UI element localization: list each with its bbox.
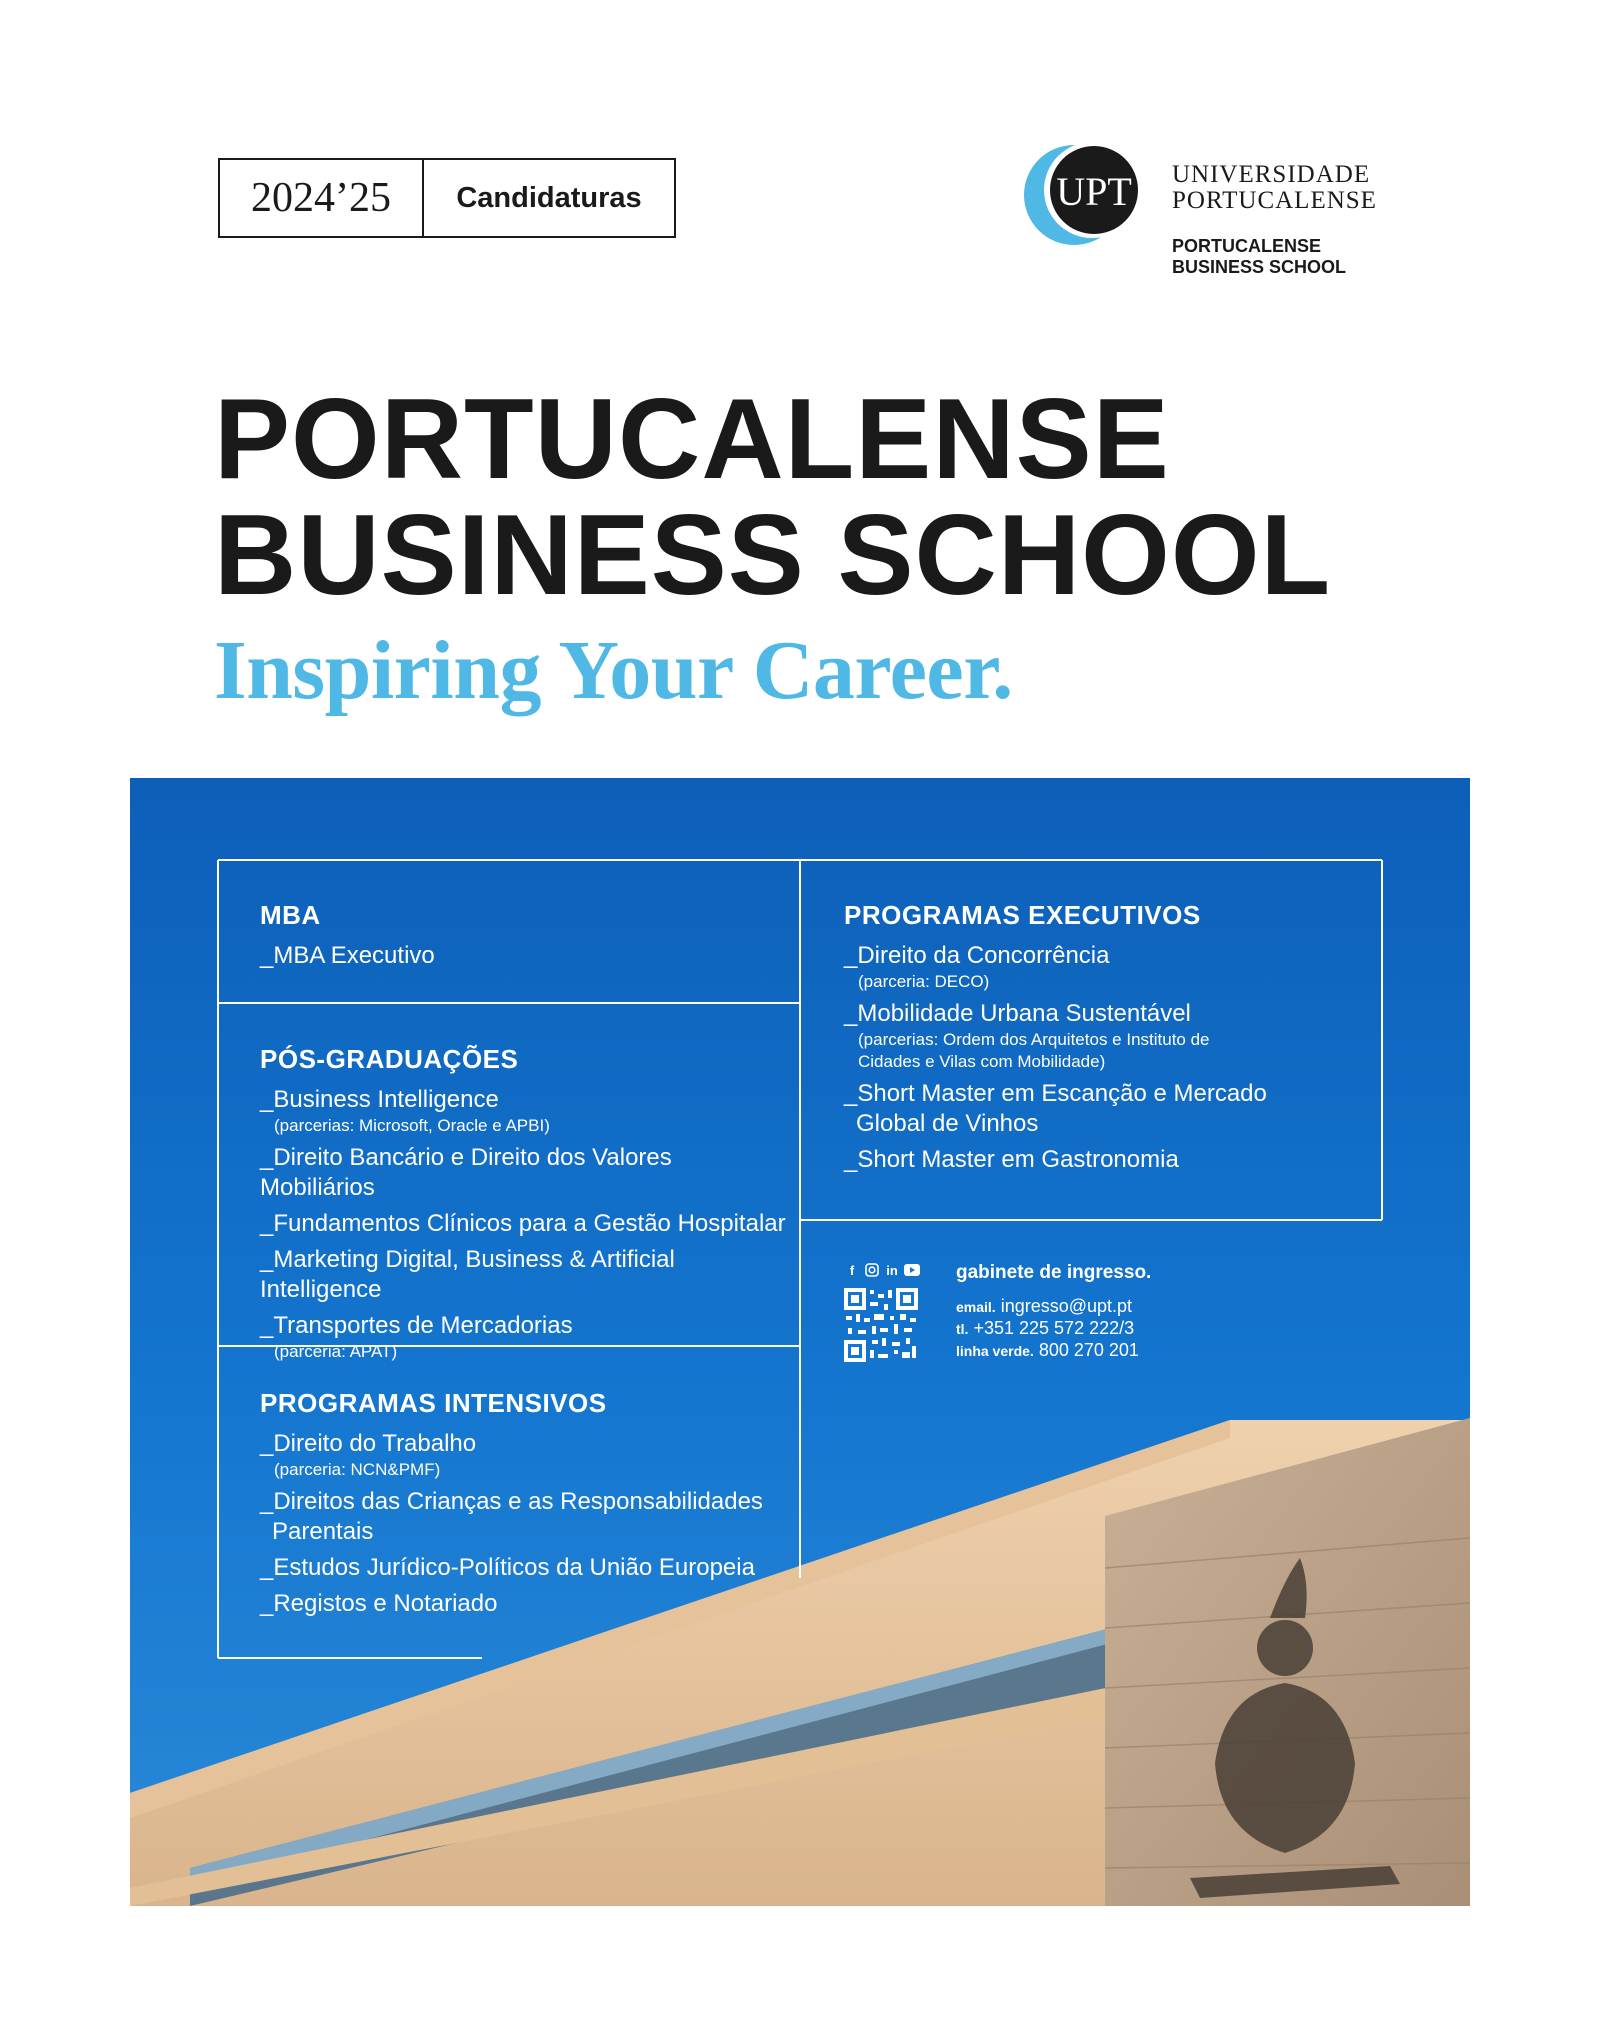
university-name-line1: UNIVERSIDADE (1172, 161, 1371, 188)
program-business-intelligence[interactable]: _Business Intelligence (260, 1086, 499, 1113)
logo-monogram: UPT (1056, 169, 1132, 214)
executivos-heading: PROGRAMAS EXECUTIVOS (844, 900, 1201, 930)
program-direitos-criancas[interactable]: _Direitos das Crianças e as Responsabilidades (260, 1488, 763, 1515)
school-name (1172, 236, 1346, 278)
program-direito-trabalho[interactable]: _Direito do Trabalho (260, 1430, 477, 1457)
school-name-line2: BUSINESS SCHOOL (1172, 257, 1347, 277)
pos-graduacoes-section (260, 1044, 790, 1369)
mba-heading: MBA (260, 900, 321, 930)
school-name-line1: PORTUCALENSE (1172, 236, 1322, 256)
instagram-icon[interactable] (864, 1262, 880, 1278)
intensivos-heading: PROGRAMAS INTENSIVOS (260, 1388, 607, 1418)
social-icons (844, 1262, 920, 1278)
program-note: (parcerias: Microsoft, Oracle e APBI) (274, 1116, 550, 1135)
program-short-master-escancao-cont: Global de Vinhos (856, 1110, 1039, 1137)
youtube-icon[interactable] (904, 1262, 920, 1278)
qr-code-icon[interactable] (844, 1288, 918, 1362)
programs-panel (130, 778, 1470, 1906)
programas-executivos-section (844, 900, 1364, 1175)
university-name-line2: PORTUCALENSE (1172, 187, 1377, 214)
program-short-master-gastronomia[interactable]: _Short Master em Gastronomia (844, 1146, 1179, 1173)
facebook-icon[interactable]: f (849, 1262, 855, 1278)
upt-logo (1022, 140, 1392, 280)
green-line-label: linha verde. (956, 1343, 1034, 1359)
program-transportes-mercadorias[interactable]: _Transportes de Mercadorias (260, 1312, 573, 1339)
contact-phone-row (956, 1318, 1134, 1339)
program-direitos-criancas-cont: Parentais (272, 1518, 374, 1545)
phone-number[interactable]: +351 225 572 222/3 (973, 1318, 1135, 1338)
contact-block (844, 1262, 1284, 1372)
page-title (214, 376, 1332, 619)
program-note: (parceria: APAT) (274, 1342, 398, 1361)
academic-year: 2024’25 (220, 160, 424, 236)
mba-section (260, 900, 780, 971)
linkedin-icon[interactable]: in (886, 1262, 898, 1278)
candidaturas-label: Candidaturas (456, 181, 642, 214)
page-title-line1: PORTUCALENSE (214, 376, 1170, 503)
program-short-master-escancao[interactable]: _Short Master em Escanção e Mercado (844, 1080, 1267, 1107)
phone-label: tl. (956, 1321, 969, 1337)
year-candidaturas-box (218, 158, 676, 238)
programas-intensivos-section (260, 1388, 790, 1619)
program-mobilidade-urbana[interactable]: _Mobilidade Urbana Sustentável (844, 1000, 1191, 1027)
email-link[interactable]: ingresso@upt.pt (1000, 1296, 1133, 1316)
upt-logo-mark (1022, 140, 1150, 252)
program-direito-bancario[interactable]: _Direito Bancário e Direito dos Valores Mobiliários (260, 1144, 672, 1201)
contact-green-line-row (956, 1340, 1139, 1361)
program-fundamentos-clinicos[interactable]: _Fundamentos Clínicos para a Gestão Hospitalar (260, 1210, 786, 1237)
program-mba-executivo[interactable]: _MBA Executivo (260, 942, 435, 969)
email-label: email. (956, 1299, 996, 1315)
contact-title: gabinete de ingresso. (956, 1262, 1152, 1283)
program-note: (parcerias: Ordem dos Arquitetos e Instituto de (858, 1030, 1210, 1049)
program-note: (parceria: DECO) (858, 972, 990, 991)
university-name (1172, 162, 1377, 214)
program-note: Cidades e Vilas com Mobilidade) (858, 1052, 1106, 1071)
contact-email-row (956, 1296, 1132, 1317)
tagline: Inspiring Your Career. (214, 624, 1013, 717)
program-note: (parceria: NCN&PMF) (274, 1460, 441, 1479)
program-registos-notariado[interactable]: _Registos e Notariado (260, 1590, 498, 1617)
pos-graduacoes-heading: PÓS-GRADUAÇÕES (260, 1044, 519, 1074)
program-direito-concorrencia[interactable]: _Direito da Concorrência (844, 942, 1110, 969)
program-estudos-juridico[interactable]: _Estudos Jurídico-Políticos da União Europeia (260, 1554, 755, 1581)
page-title-line2: BUSINESS SCHOOL (214, 492, 1332, 619)
green-line-number[interactable]: 800 270 201 (1038, 1340, 1139, 1360)
program-marketing-digital[interactable]: _Marketing Digital, Business & Artificial Intelligence (260, 1246, 675, 1303)
